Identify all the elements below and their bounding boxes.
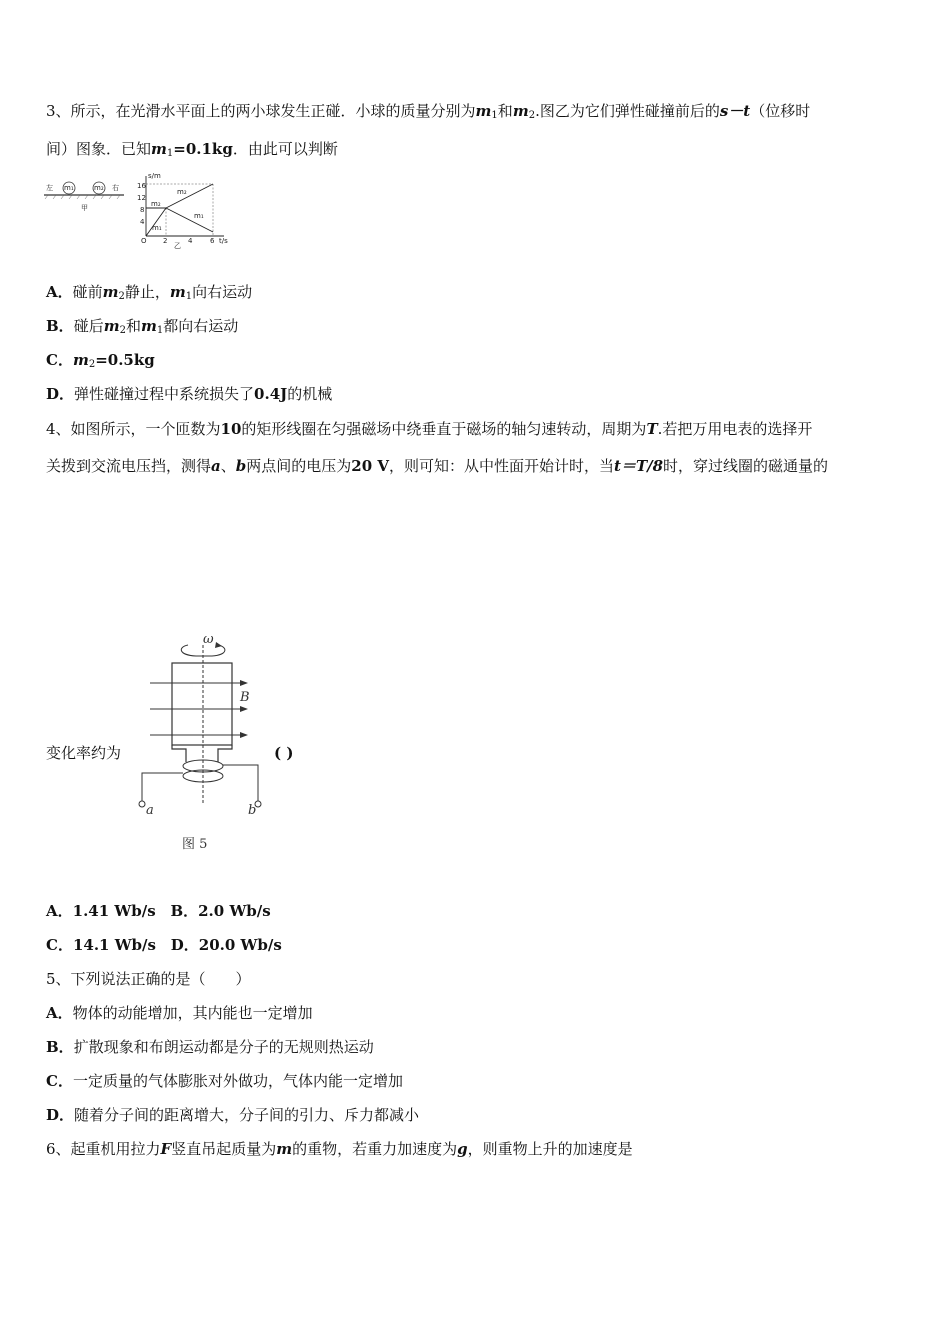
- coil-rectangle: [172, 663, 232, 745]
- figure-caption: 图 5: [182, 837, 208, 852]
- q3-option-a: A．碰前$m_2$静止，$m_1$向右运动: [46, 283, 253, 302]
- coil-neck: [172, 745, 232, 762]
- xtick: 2: [163, 237, 168, 245]
- q4-stem-line2: 关拨到交流电压挡，测得a、b两点间的电压为20 V，则可知：从中性面开始计时，当t＝T/8时，穿过线圈的磁通量的: [46, 457, 829, 475]
- seg-label: m₂: [151, 200, 161, 208]
- field-B-label: B: [240, 690, 250, 705]
- seg-label: m₁: [194, 212, 204, 220]
- ball-m1-label: m₁: [64, 184, 74, 192]
- wire-b: [223, 765, 258, 801]
- q6-stem: 6、起重机用拉力F竖直吊起质量为m的重物，若重力加速度为g，则重物上升的加速度是: [46, 1140, 633, 1158]
- q5-option-a: A．物体的动能增加，其内能也一定增加: [46, 1004, 313, 1022]
- q4-option-c: C．14.1 Wb/s: [46, 936, 156, 954]
- q3-stem-line1: 3、所示，在光滑水平面上的两小球发生正碰．小球的质量分别为$m_1$和$m_2$.图乙为它们弹性碰撞前后的s－t（位移时: [46, 102, 811, 121]
- graph-xlabel: t/s: [219, 237, 228, 245]
- graph-ylabel: s/m: [148, 172, 161, 180]
- q3-option-b: B．碰后$m_2$和$m_1$都向右运动: [46, 317, 239, 336]
- xtick: 4: [188, 237, 193, 245]
- q4-answer-paren: ( ): [274, 744, 294, 762]
- q4-stem-line1: 4、如图所示，一个匝数为10的矩形线圈在匀强磁场中绕垂直于磁场的轴匀速转动，周期为T.若把万用电表的选择开: [46, 420, 813, 438]
- xtick: 6: [210, 237, 215, 245]
- ytick: 4: [140, 218, 145, 226]
- ground-hatch: [45, 195, 120, 199]
- graph-origin: O: [141, 237, 147, 245]
- q3-option-d: D．弹性碰撞过程中系统损失了0.4J的机械: [46, 385, 333, 403]
- field-arrowheads-icon: [240, 680, 248, 738]
- ytick: 8: [140, 206, 145, 214]
- q3-option-c: C．$m_2=0.5kg$: [46, 351, 155, 370]
- ytick: 16: [137, 182, 146, 190]
- seg-label: m₁: [152, 224, 162, 232]
- q4-figure: [130, 625, 280, 865]
- q5-stem: 5、下列说法正确的是（ ）: [46, 970, 251, 988]
- fig-caption-1: 甲: [81, 204, 88, 212]
- wire-a: [142, 773, 183, 801]
- terminal-a-label: a: [146, 803, 154, 818]
- fig-caption-2: 乙: [174, 242, 181, 250]
- q4-options-row1: [46, 901, 271, 921]
- terminal-b-label: b: [248, 803, 257, 818]
- q5-option-b: B．扩散现象和布朗运动都是分子的无规则热运动: [46, 1038, 374, 1056]
- ball-m2-label: m₂: [94, 184, 104, 192]
- q5-option-c: C．一定质量的气体膨胀对外做功，气体内能一定增加: [46, 1072, 403, 1090]
- q3-stem-line2: 间）图象．已知$m_1=0.1kg$．由此可以判断: [46, 140, 338, 159]
- terminal-a: [139, 801, 145, 807]
- rotation-arrowhead-icon: [215, 642, 222, 648]
- seg-label: m₂: [177, 188, 187, 196]
- q5-option-d: D．随着分子间的距离增大，分子间的引力、斥力都减小: [46, 1106, 420, 1124]
- fig-left-label: 左: [46, 184, 53, 192]
- q4-options-row2: [46, 935, 282, 955]
- q4-option-b: B．2.0 Wb/s: [170, 902, 271, 920]
- omega-label: ω: [203, 632, 214, 647]
- q4-option-a: A．1.41 Wb/s: [46, 902, 156, 920]
- q4-stem-line3: 变化率约为: [46, 744, 122, 762]
- q3-figure: [44, 170, 244, 250]
- ytick: 12: [137, 194, 146, 202]
- fig-right-label: 右: [112, 184, 119, 192]
- q4-option-d: D．20.0 Wb/s: [170, 936, 282, 954]
